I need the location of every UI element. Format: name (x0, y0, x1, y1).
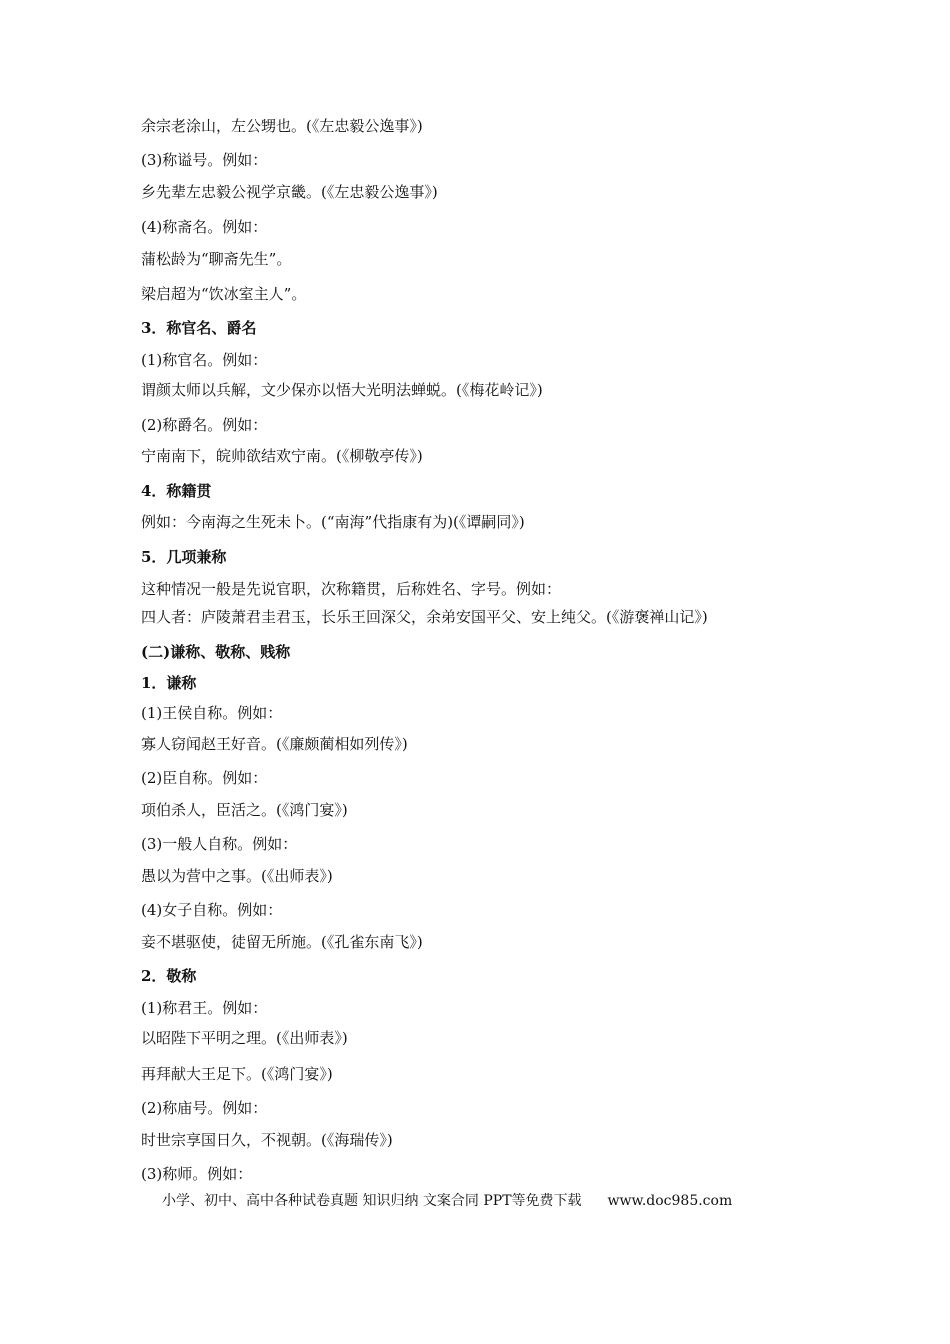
text-line: 宁南南下，皖帅欲结欢宁南。(《柳敬亭传》) (141, 447, 423, 465)
text-line: 时世宗享国日久，不视朝。(《海瑞传》) (141, 1131, 393, 1149)
footer-text: 小学、初中、高中各种试卷真题 知识归纳 文案合同 PPT等免费下载 (162, 1193, 582, 1209)
section-heading: 4．称籍贯 (141, 482, 212, 500)
text-line: 愚以为营中之事。(《出师表》) (141, 867, 333, 885)
section-heading: 3．称官名、爵名 (141, 319, 257, 337)
text-line: 例如：今南海之生死未卜。(“南海”代指康有为)(《谭嗣同》) (141, 513, 525, 531)
text-line: 项伯杀人，臣活之。(《鸿门宴》) (141, 801, 348, 819)
page-footer (162, 1191, 802, 1211)
text-line: (1)称官名。例如： (141, 351, 268, 369)
text-line: 妾不堪驱使，徒留无所施。(《孔雀东南飞》) (141, 933, 423, 951)
text-line: (4)女子自称。例如： (141, 901, 283, 919)
text-line: 寡人窃闻赵王好音。(《廉颇蔺相如列传》) (141, 735, 408, 753)
text-line: (1)王侯自称。例如： (141, 704, 283, 722)
text-line: (2)称爵名。例如： (141, 416, 268, 434)
text-line: 梁启超为“饮冰室主人”。 (141, 285, 307, 303)
text-line: (3)一般人自称。例如： (141, 835, 298, 853)
text-line: (1)称君王。例如： (141, 999, 268, 1017)
text-line: 以昭陛下平明之理。(《出师表》) (141, 1029, 348, 1047)
text-line: 余宗老涂山，左公甥也。(《左忠毅公逸事》) (141, 117, 423, 135)
section-heading: 5．几项兼称 (141, 548, 227, 566)
text-line: 再拜献大王足下。(《鸿门宴》) (141, 1065, 333, 1083)
text-line: (2)臣自称。例如： (141, 769, 268, 787)
text-line: (3)称谥号。例如： (141, 151, 268, 169)
text-line: (2)称庙号。例如： (141, 1099, 268, 1117)
footer-site-link[interactable]: www.doc985.com (607, 1193, 733, 1209)
text-line: 四人者：庐陵萧君圭君玉，长乐王回深父，余弟安国平父、安上纯父。(《游褒禅山记》) (141, 608, 708, 626)
text-line: 这种情况一般是先说官职，次称籍贯，后称姓名、字号。例如： (141, 580, 562, 598)
section-heading: (二)谦称、敬称、贱称 (141, 643, 291, 661)
section-heading: 2．敬称 (141, 967, 197, 985)
text-line: (3)称师。例如： (141, 1165, 253, 1183)
text-line: 乡先辈左忠毅公视学京畿。(《左忠毅公逸事》) (141, 183, 438, 201)
text-line: (4)称斋名。例如： (141, 218, 268, 236)
text-line: 谓颜太师以兵解，文少保亦以悟大光明法蝉蜕。(《梅花岭记》) (141, 381, 543, 399)
section-heading: 1．谦称 (141, 674, 197, 692)
text-line: 蒲松龄为“聊斋先生”。 (141, 250, 292, 268)
